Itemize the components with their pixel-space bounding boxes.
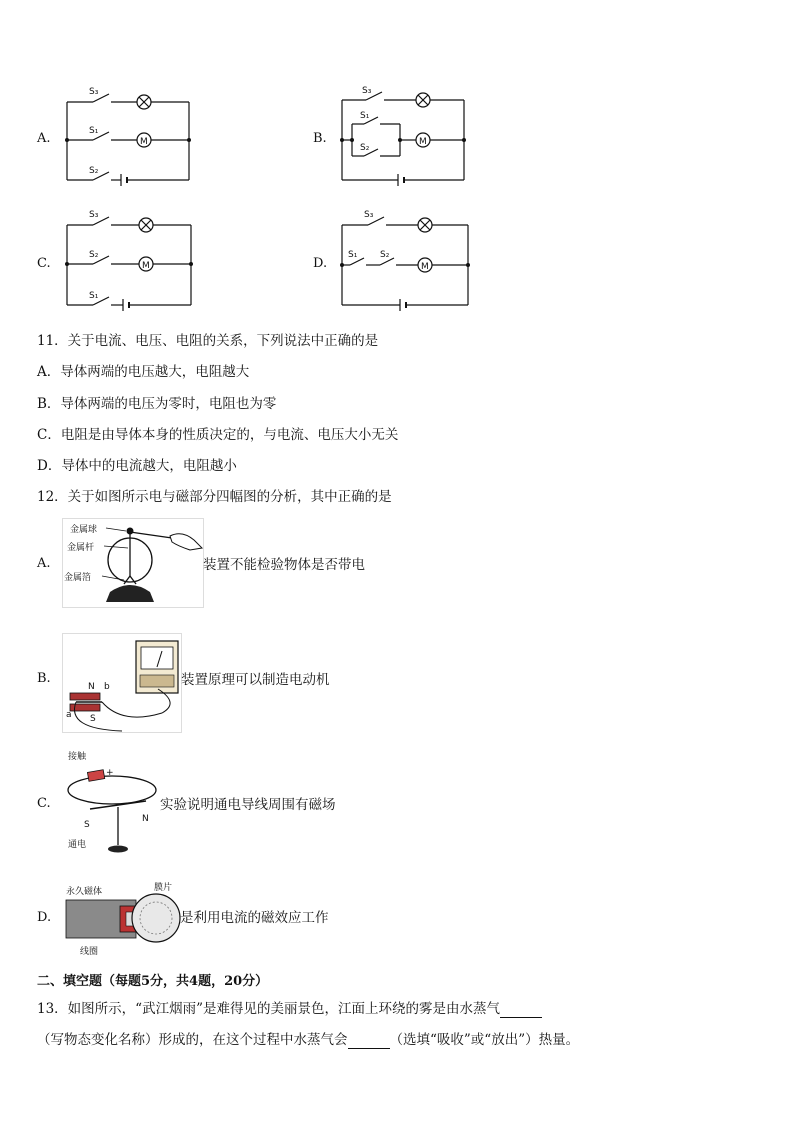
fig-label: 通电 [68, 840, 87, 850]
motor-symbol: M [421, 262, 429, 272]
q12-option-d-letter: D. [37, 910, 52, 925]
switch-label: S₁ [89, 291, 99, 301]
electroscope-figure [62, 518, 204, 608]
switch-label: S₂ [89, 166, 99, 176]
question-12-stem: 12．关于如图所示电与磁部分四幅图的分析，其中正确的是 [37, 489, 392, 505]
answer-blank-1[interactable] [500, 1001, 542, 1018]
circuit-diagram-b [330, 82, 475, 192]
question-13-line1 [37, 1001, 542, 1018]
q11-option-d: D．导体中的电流越大，电阻越小 [37, 458, 237, 474]
oersted-figure [62, 745, 162, 857]
fig-label: 永久磁体 [66, 887, 103, 897]
fig-label: 金属杆 [67, 543, 95, 553]
switch-label: S₁ [89, 126, 99, 136]
q11-option-c: C．电阻是由导体本身的性质决定的，与电流、电压大小无关 [37, 427, 399, 443]
fig-label: N [88, 682, 95, 692]
fig-label: b [104, 682, 110, 692]
q13-text-1: 13．如图所示，“武江烟雨”是难得见的美丽景色，江面上环绕的雾是由水蒸气 [37, 1001, 500, 1017]
q12-option-c-text: 实验说明通电导线周围有磁场 [160, 797, 336, 813]
switch-label: S₁ [348, 250, 358, 260]
motor-symbol: M [419, 137, 427, 147]
circuit-diagram-a [55, 82, 200, 192]
q12-option-d-text: 是利用电流的磁效应工作 [180, 910, 329, 926]
speaker-figure [62, 876, 182, 962]
fig-label: 膜片 [154, 883, 173, 893]
q12-option-b-text: 装置原理可以制造电动机 [181, 672, 330, 688]
q12-option-a-text: 装置不能检验物体是否带电 [203, 557, 365, 573]
q12-option-a-letter: A. [37, 556, 51, 571]
switch-label: S₃ [89, 210, 99, 220]
q13-text-3: （选填“吸收”或“放出”）热量。 [389, 1032, 580, 1048]
fig-label: S [90, 714, 96, 724]
answer-blank-2[interactable] [348, 1032, 390, 1049]
fig-label: N [142, 814, 149, 824]
q12-option-b-letter: B. [37, 671, 51, 686]
circuit-diagram-d [330, 205, 475, 315]
motor-symbol: M [140, 137, 148, 147]
option-a-letter: A. [37, 131, 51, 146]
q13-text-2: （写物态变化名称）形成的，在这个过程中水蒸气会 [37, 1032, 348, 1048]
motor-symbol: M [142, 261, 150, 271]
switch-label: S₃ [364, 210, 374, 220]
question-11-stem: 11．关于电流、电压、电阻的关系，下列说法中正确的是 [37, 333, 379, 349]
q11-option-b: B．导体两端的电压为零时，电阻也为零 [37, 396, 277, 412]
q12-option-c-letter: C. [37, 796, 51, 811]
fig-label: a [66, 710, 72, 720]
question-13-line2 [37, 1032, 579, 1049]
q11-option-a: A．导体两端的电压越大，电阻越大 [37, 364, 250, 380]
circuit-diagram-c [55, 205, 200, 315]
option-b-letter: B. [313, 131, 327, 146]
fig-label: 金属箔 [64, 573, 92, 583]
fig-label: S [84, 820, 90, 830]
option-c-letter: C. [37, 256, 51, 271]
option-d-letter: D. [313, 256, 328, 271]
fig-label: 接触 [68, 752, 87, 762]
switch-label: S₃ [362, 86, 372, 96]
switch-label: S₂ [380, 250, 390, 260]
fig-label: + [106, 768, 114, 778]
fig-label: 金属球 [70, 525, 98, 535]
switch-label: S₂ [360, 143, 370, 153]
section-heading: 二、填空题（每题5分，共4题，20分） [37, 974, 269, 989]
switch-label: S₂ [89, 250, 99, 260]
induction-figure [62, 633, 182, 733]
fig-label: 线圈 [80, 947, 99, 957]
switch-label: S₃ [89, 87, 99, 97]
switch-label: S₁ [360, 111, 370, 121]
